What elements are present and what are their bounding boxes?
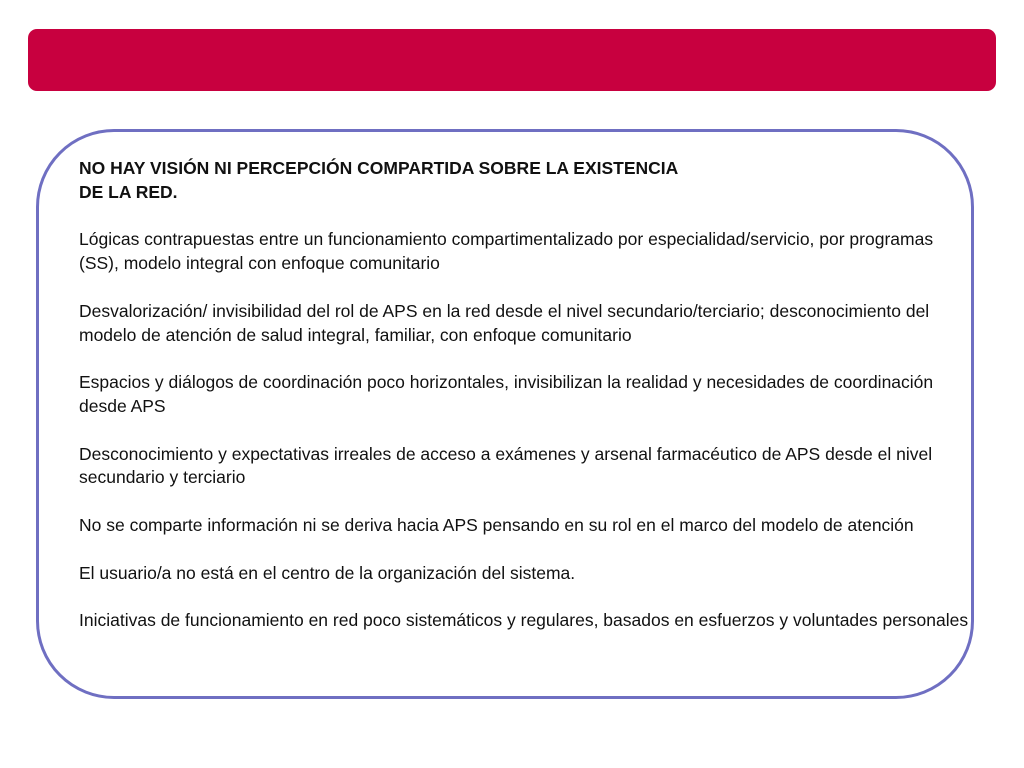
paragraph-2: Desvalorización/ invisibilidad del rol de APS en la red desde el nivel secundario/terciario; desconocimiento del modelo de atención de salud integral, familiar, con enfoque comunitario xyxy=(79,300,930,345)
paragraph-5: No se comparte información ni se deriva hacia APS pensando en su rol en el marco del modelo de atención xyxy=(79,514,914,535)
paragraph-1: Lógicas contrapuestas entre un funcionamiento compartimentalizado por especialidad/servicio, por programas (SS), modelo integral con enfoque comunitario xyxy=(79,229,934,274)
heading-text: NO HAY VISIÓN NI PERCEPCIÓN COMPARTIDA SOBRE LA EXISTENCIA DE LA RED. xyxy=(79,158,678,202)
paragraph-6: El usuario/a no está en el centro de la organización del sistema. xyxy=(79,562,576,583)
paragraph-3: Espacios y diálogos de coordinación poco horizontales, invisibilizan la realidad y necesidades de coordinación desde APS xyxy=(79,372,934,416)
paragraph-7: Iniciativas de funcionamiento en red poco sistemáticos y regulares, basados en esfuerzos y voluntades personales xyxy=(79,610,969,631)
text-block xyxy=(79,157,969,633)
paragraph-4: Desconocimiento y expectativas irreales de acceso a exámenes y arsenal farmacéutico de APS desde el nivel secundario y terciario xyxy=(79,443,933,488)
title-bar xyxy=(28,29,996,91)
